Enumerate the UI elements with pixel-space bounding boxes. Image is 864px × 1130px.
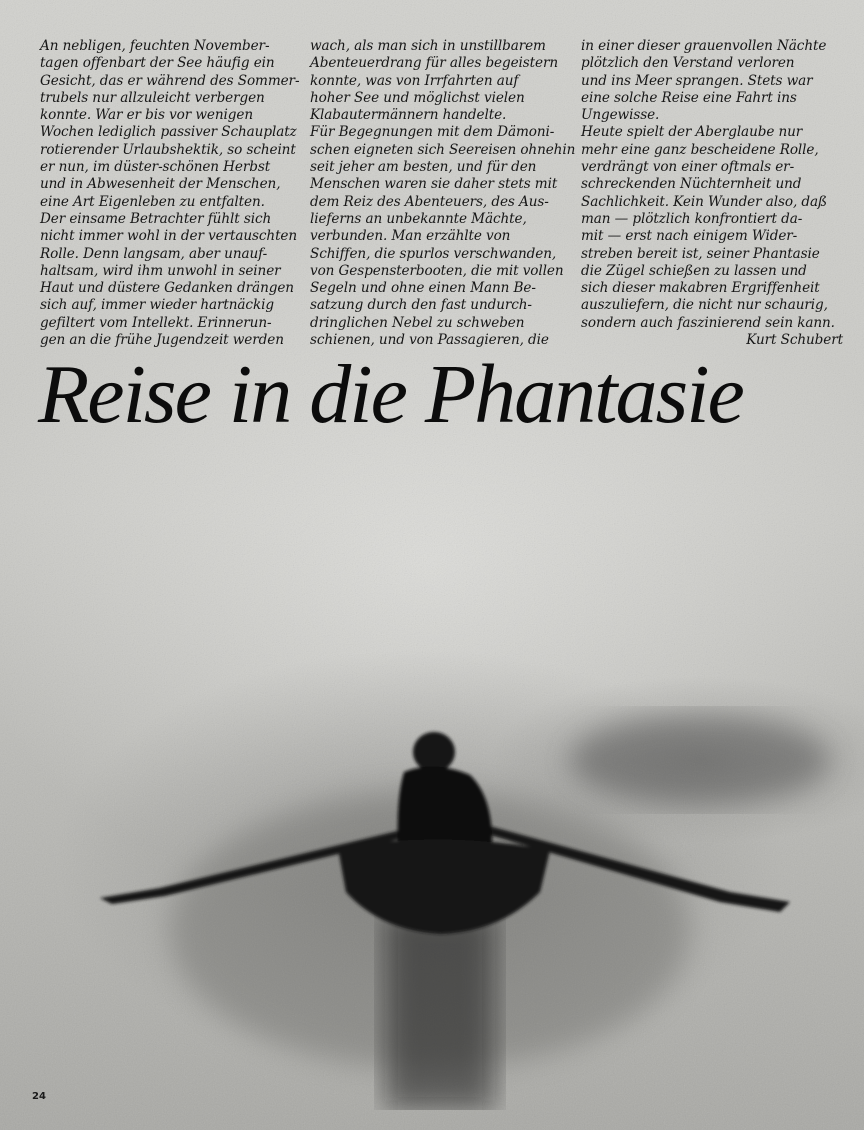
intro-text: [40, 38, 843, 349]
text-line: wach, als man sich in unstillbarem: [310, 38, 546, 54]
text-line: sich auf, immer wieder hartnäckig: [40, 297, 274, 314]
text-line: dringlichen Nebel zu schweben: [310, 314, 525, 331]
text-line: mehr eine ganz bescheidene Rolle,: [581, 141, 819, 158]
text-line: mit — erst nach einigem Wider-: [581, 228, 798, 245]
text-line: und in Abwesenheit der Menschen,: [40, 176, 281, 193]
text-line: Haut und düstere Gedanken drängen: [40, 280, 294, 297]
text-line: verdrängt von einer oftmals er-: [581, 159, 795, 176]
headline: Reise in die Phantasie: [38, 348, 743, 441]
text-line: und ins Meer sprangen. Stets war: [581, 72, 813, 89]
page-number: 24: [32, 1091, 46, 1102]
text-line: Segeln und ohne einen Mann Be-: [310, 280, 536, 297]
text-line: Abenteuerdrang für alles begeistern: [310, 55, 559, 72]
text-line: konnte. War er bis vor wenigen: [40, 107, 253, 124]
text-line: lieferns an unbekannte Mächte,: [310, 210, 527, 227]
text-line: tagen offenbart der See häufig ein: [40, 55, 275, 72]
text-line: Für Begegnungen mit dem Dämoni-: [310, 124, 555, 141]
author-name: Kurt Schubert: [746, 332, 843, 349]
distant-shore-shadow: [570, 715, 830, 805]
text-line: von Gespensterbooten, die mit vollen: [310, 262, 564, 279]
text-column-1: [40, 38, 302, 349]
text-line: Heute spielt der Aberglaube nur: [581, 124, 803, 141]
boat-reflection: [385, 910, 495, 1110]
text-line: verbunden. Man erzählte von: [310, 228, 511, 245]
text-line: sondern auch faszinierend sein kann.: [581, 314, 835, 331]
text-line: Der einsame Betrachter fühlt sich: [40, 210, 272, 227]
text-line: streben bereit ist, seiner Phantasie: [581, 245, 820, 262]
text-line: Schiffen, die spurlos verschwanden,: [310, 245, 557, 262]
text-line: er nun, im düster-schönen Herbst: [40, 159, 271, 176]
text-line: gefiltert vom Intellekt. Erinnerun-: [40, 314, 272, 331]
text-column-2: [310, 38, 576, 349]
text-line: trubels nur allzuleicht verbergen: [40, 89, 265, 106]
text-line: schen eigneten sich Seereisen ohnehin: [310, 141, 576, 158]
text-line: man — plötzlich konfrontiert da-: [581, 210, 803, 227]
text-line: sich dieser makabren Ergriffenheit: [581, 280, 820, 297]
text-line: schreckenden Nüchternheit und: [581, 176, 802, 193]
text-line: eine Art Eigenleben zu entfalten.: [40, 193, 265, 210]
text-line: hoher See und möglichst vielen: [310, 89, 525, 106]
text-line: Menschen waren sie daher stets mit: [310, 176, 558, 193]
text-line: plötzlich den Verstand verloren: [581, 55, 795, 72]
rower-head: [413, 732, 455, 772]
text-line: in einer dieser grauenvollen Nächte: [581, 38, 827, 54]
text-line: rotierender Urlaubshektik, so scheint: [40, 141, 296, 158]
text-line: Wochen lediglich passiver Schauplatz: [40, 124, 297, 141]
text-line: Sachlichkeit. Kein Wunder also, daß: [581, 193, 827, 210]
text-line: die Zügel schießen zu lassen und: [581, 262, 807, 279]
text-line: An nebligen, feuchten November-: [40, 38, 270, 54]
text-line: Ungewisse.: [581, 107, 660, 124]
text-line: konnte, was von Irrfahrten auf: [310, 72, 519, 89]
text-line: Gesicht, das er während des Sommer-: [40, 72, 300, 89]
text-line: schienen, und von Passagieren, die: [310, 332, 549, 349]
text-line: Klabautermännern handelte.: [310, 107, 507, 124]
text-line: auszuliefern, die nicht nur schaurig,: [581, 297, 828, 314]
text-column-3: [581, 38, 843, 349]
text-line: seit jeher am besten, und für den: [310, 159, 537, 176]
rowboat-in-fog-photo: [0, 680, 864, 1110]
text-line: Rolle. Denn langsam, aber unauf-: [40, 245, 268, 262]
text-line: nicht immer wohl in der vertauschten: [40, 228, 298, 245]
text-line: dem Reiz des Abenteuers, des Aus-: [310, 193, 549, 210]
text-line: eine solche Reise eine Fahrt ins: [581, 89, 797, 106]
text-line: haltsam, wird ihm unwohl in seiner: [40, 262, 281, 279]
text-line: satzung durch den fast undurch-: [310, 297, 532, 314]
text-line: gen an die frühe Jugendzeit werden: [40, 332, 284, 349]
rower-body: [398, 767, 493, 850]
